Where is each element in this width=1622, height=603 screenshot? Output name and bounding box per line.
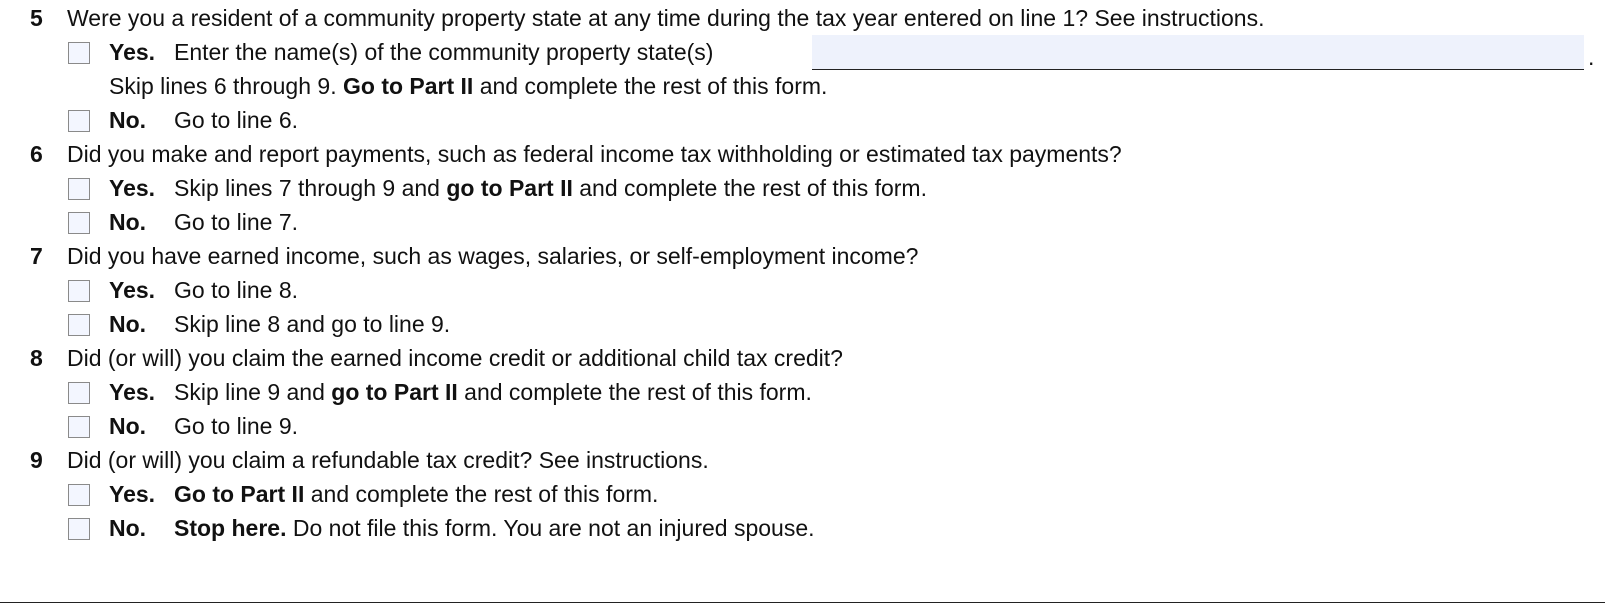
yes-text: Skip lines 7 through 9 and — [174, 175, 440, 201]
no-label: No. — [109, 209, 147, 235]
question-text: Did (or will) you claim a refundable tax credit? See instructions. — [67, 447, 709, 473]
yes-label: Yes. — [109, 379, 156, 405]
line-number: 8 — [30, 345, 43, 371]
line-9-yes-checkbox[interactable] — [68, 484, 90, 506]
line-number: 6 — [30, 141, 43, 167]
period: . — [1588, 44, 1595, 70]
question-text: Were you a resident of a community property state at any time during the tax year entered on line 1? See instructions. — [67, 5, 1265, 31]
line-6-yes-checkbox[interactable] — [68, 178, 90, 200]
yes-label: Yes. — [109, 175, 156, 201]
line-number: 5 — [30, 5, 43, 31]
yes-post-text: and complete the rest of this form. — [579, 175, 927, 201]
yes-post-text: and complete the rest of this form. — [464, 379, 812, 405]
yes-text: Skip line 9 and — [174, 379, 325, 405]
yes-label: Yes. — [109, 277, 156, 303]
line-7-yes-option — [109, 277, 298, 304]
line-5-continuation — [109, 73, 827, 100]
continuation-post-text: and complete the rest of this form. — [479, 73, 828, 99]
line-6-no-option — [109, 209, 298, 236]
no-text: Go to line 6. — [174, 107, 299, 133]
question-text: Did (or will) you claim the earned income credit or additional child tax credit? — [67, 345, 843, 371]
line-9-no-option — [109, 515, 815, 542]
no-text: Go to line 7. — [174, 209, 299, 235]
continuation-text: Skip lines 6 through 9. — [109, 73, 337, 99]
line-8-no-checkbox[interactable] — [68, 416, 90, 438]
yes-label: Yes. — [109, 39, 156, 65]
question-text: Did you have earned income, such as wages, salaries, or self-employment income? — [67, 243, 919, 269]
line-8-no-option — [109, 413, 298, 440]
yes-bold-text: Go to Part II — [174, 481, 305, 507]
line-number: 9 — [30, 447, 43, 473]
yes-bold-text: go to Part II — [446, 175, 573, 201]
line-8-yes-checkbox[interactable] — [68, 382, 90, 404]
line-6-no-checkbox[interactable] — [68, 212, 90, 234]
line-5-no-option — [109, 107, 298, 134]
line-7-no-checkbox[interactable] — [68, 314, 90, 336]
no-bold-text: Stop here. — [174, 515, 287, 541]
continuation-bold-text: Go to Part II — [342, 73, 474, 99]
line-6-yes-option — [109, 175, 927, 202]
line-9-yes-option — [109, 481, 658, 508]
line-8-yes-option — [109, 379, 812, 406]
line-5-no-checkbox[interactable] — [68, 110, 90, 132]
no-text: Skip line 8 and go to line 9. — [174, 311, 451, 337]
line-7-yes-checkbox[interactable] — [68, 280, 90, 302]
no-post-text: Do not file this form. You are not an injured spouse. — [292, 515, 815, 541]
community-property-state-input[interactable] — [812, 35, 1584, 70]
line-number: 7 — [30, 243, 43, 269]
line-5-yes-option — [109, 39, 713, 66]
no-label: No. — [109, 515, 147, 541]
line-9-no-checkbox[interactable] — [68, 518, 90, 540]
line-7-no-option — [109, 311, 450, 338]
no-label: No. — [109, 413, 147, 439]
question-text: Did you make and report payments, such as federal income tax withholding or estimated tax payments? — [67, 141, 1122, 167]
no-label: No. — [109, 311, 147, 337]
yes-text: Enter the name(s) of the community property state(s) — [174, 39, 714, 65]
no-label: No. — [109, 107, 147, 133]
yes-text: Go to line 8. — [174, 277, 299, 303]
yes-label: Yes. — [109, 481, 156, 507]
no-text: Go to line 9. — [174, 413, 299, 439]
yes-bold-text: go to Part II — [331, 379, 458, 405]
yes-post-text: and complete the rest of this form. — [310, 481, 659, 507]
line-5-yes-checkbox[interactable] — [68, 42, 90, 64]
